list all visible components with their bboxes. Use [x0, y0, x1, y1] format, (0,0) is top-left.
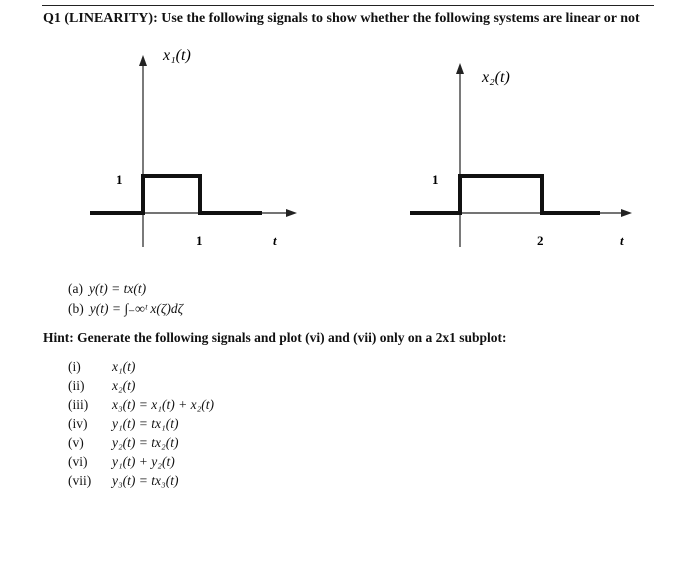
part-id: (a): [68, 281, 83, 296]
item-expr: x₃(t) = x₁(t) + x₂(t): [112, 397, 215, 412]
parts-list: [68, 279, 183, 319]
item-expr: x₁(t): [112, 359, 136, 374]
item-expr: y₁(t) = tx₁(t): [112, 416, 179, 431]
part-expr: y(t) = tx(t): [88, 281, 147, 296]
list-item: [68, 414, 214, 433]
x2-x-tick: 2: [537, 233, 544, 248]
list-item: [68, 471, 214, 490]
part-id: (b): [68, 301, 84, 316]
item-number: (iii): [68, 397, 89, 412]
x2-y-tick: 1: [432, 172, 439, 187]
x2-axis-label: t: [620, 233, 624, 248]
item-expr: y₁(t) + y₂(t): [112, 454, 175, 469]
x2-signal: [410, 176, 600, 213]
item-number: (vi): [68, 454, 88, 469]
hint-text: Hint: Generate the following signals and plot (vi) and (vii) only on a 2x1 subplot:: [43, 330, 507, 345]
item-number: (vii): [68, 473, 92, 488]
list-item: [68, 376, 214, 395]
list-item: [68, 452, 214, 471]
list-item: [68, 357, 214, 376]
x2-label: x₂(t): [482, 69, 510, 86]
item-expr: y₂(t) = tx₂(t): [112, 435, 179, 450]
list-item: [68, 395, 214, 414]
part-b: [68, 299, 183, 319]
x2-y-arrow: [456, 63, 464, 74]
x1-y-tick: 1: [116, 172, 123, 187]
item-number: (i): [68, 359, 81, 374]
signal-plots: [0, 0, 700, 270]
x1-y-arrow: [139, 55, 147, 66]
item-expr: y₃(t) = tx₃(t): [112, 473, 179, 488]
list-item: [68, 433, 214, 452]
signals-list: [68, 357, 214, 490]
x1-axis-label: t: [273, 233, 277, 248]
x2-x-arrow: [621, 209, 632, 217]
plot-x1: [90, 47, 297, 248]
question-title: Q1 (LINEARITY): Use the following signals to show whether the following systems are linear or not: [43, 11, 640, 26]
plot-x2: [410, 63, 632, 248]
x1-x-tick: 1: [196, 233, 203, 248]
item-number: (iv): [68, 416, 88, 431]
part-a: [68, 279, 183, 299]
x1-label: x₁(t): [163, 47, 191, 64]
part-expr: y(t) = ∫₋∞ᵗ x(ζ)dζ: [89, 301, 184, 316]
item-number: (v): [68, 435, 84, 450]
x1-x-arrow: [286, 209, 297, 217]
item-number: (ii): [68, 378, 85, 393]
item-expr: x₂(t): [112, 378, 136, 393]
